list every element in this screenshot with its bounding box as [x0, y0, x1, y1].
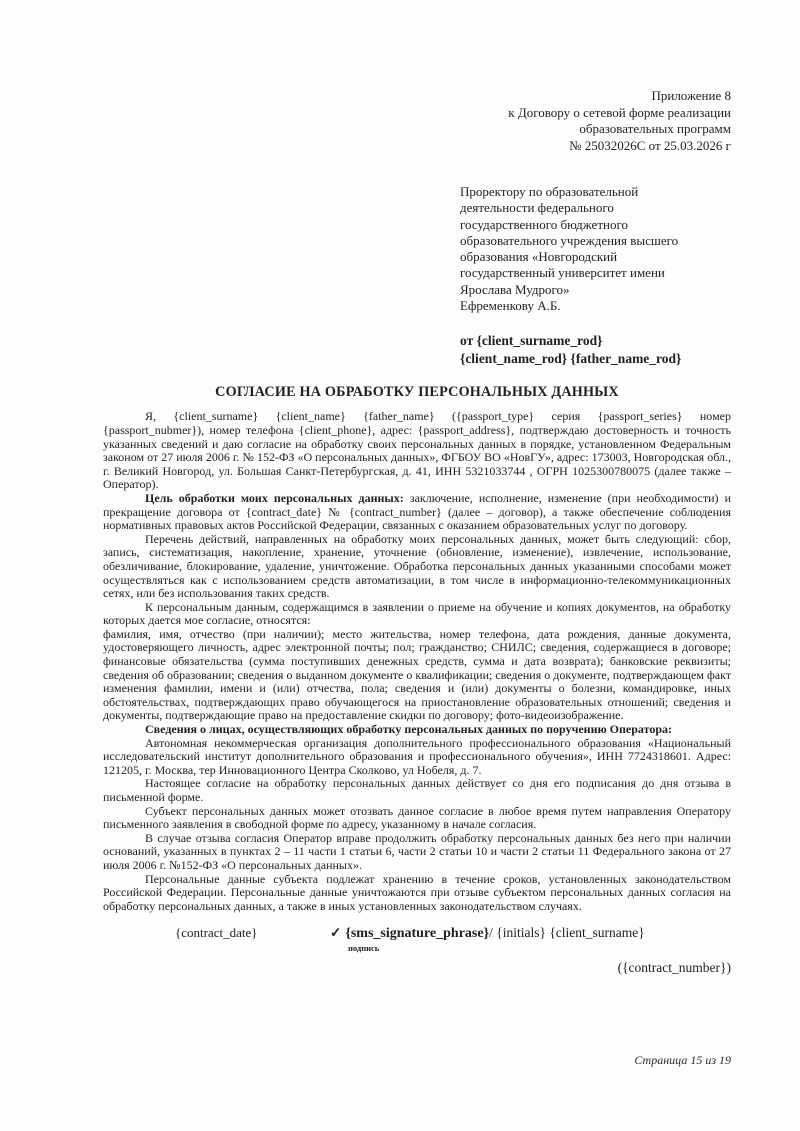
from-block: [460, 332, 731, 368]
signature-block: [175, 925, 731, 953]
addressee-line: деятельности федерального: [460, 200, 614, 216]
paragraph-storage: Персональные данные субъекта подлежат хранению в течение сроков, установленных законодательством Российской Федерации. Персональные данные уничтожаются при отзыве субъектом персональных данных согласия на обработку персональных данных, а также в иных установленных законодательством случаях.: [103, 871, 731, 913]
document-title: СОГЛАСИЕ НА ОБРАБОТКУ ПЕРСОНАЛЬНЫХ ДАННЫХ: [215, 384, 619, 401]
signature-caption: подпись: [348, 943, 380, 954]
paragraph-purpose: Цель обработки моих персональных данных: заключение, исполнение, изменение (при необходимости) и прекращение договора от {contract_date} № {contract_number} (далее – договор), а также обеспечение соблюдения нормативных правовых актов Российской Федерации, связанных с оказанием образовательных услуг по договору.: [103, 490, 732, 533]
signature-suffix: / {initials} {client_surname}: [489, 925, 645, 941]
signature-main: [330, 925, 645, 953]
appendix-block: [103, 88, 731, 154]
contract-number-date-line: № 25032026С от 25.03.2026 г: [569, 137, 731, 153]
addressee-line: образовательного учреждения высшего: [460, 232, 679, 248]
appendix-line: образовательных программ: [579, 121, 731, 136]
signature-phrase: {sms_signature_phrase}: [345, 926, 490, 942]
addressee-line: образования «Новгородский: [460, 249, 618, 265]
paragraph-processor-org: Автономная некоммерческая организация дополнительного профессионального образования «Национальный исследовательский институт дополнительного образования и профессионального обучения», ИНН 7724318601. Адрес: 121205, г. Москва, тер Инновационного Центра Сколково, ул Нобеля, д. 7.: [103, 735, 731, 777]
purpose-heading: Цель обработки моих персональных данных:: [145, 490, 404, 505]
paragraph-withdrawal-exceptions: В случае отзыва согласия Оператор вправе продолжить обработку персональных данных без него при наличии оснований, указанных в пунктах 2 – 11 части 1 статьи 6, части 2 статьи 10 и части 2 статьи 11 Федерального закона от 27 июля 2006 г. №152-ФЗ «О персональных данных».: [103, 830, 731, 872]
appendix-line: к Договору о сетевой форме реализации: [508, 104, 731, 120]
addressee-name-line: Ефременкову А.Б.: [460, 298, 561, 314]
addressee-line: государственный университет имени: [460, 265, 665, 281]
paragraph-validity: Настоящее согласие на обработку персональных данных действует со дня его подписания до дня отзыва в письменной форме.: [103, 776, 731, 804]
from-line: {client_name_rod} {father_name_rod}: [460, 351, 682, 367]
addressee-line: Ярослава Мудрого»: [460, 281, 570, 297]
signature-date: {contract_date}: [175, 925, 258, 941]
paragraph-processors-heading: Сведения о лицах, осуществляющих обработку персональных данных по поручению Оператора:: [145, 722, 673, 737]
signature-line: [330, 925, 645, 940]
paragraph-intro: Я, {client_surname} {client_name} {father_name} ({passport_type} серия {passport_series} номер {passport_nubmer}), номер телефона {client_phone}, адрес: {passport_address}, подтверждаю достоверность и точность указанных сведений и даю согласие на обработку своих персональных данных в порядке, установленном Федеральным законом от 27 июля 2006 г. № 152-ФЗ «О персональных данных», ФГБОУ ВО «НовГУ», адрес: 173003, Новгородская обл., г. Великий Новгород, ул. Большая Санкт-Петербургская, д. 41, ИНН 5321033744 , ОГРН 1025300780075 (далее также – Оператор).: [103, 409, 731, 492]
paragraph-data-list-intro: К персональным данным, содержащимся в заявлении о приеме на обучение и копиях документов, на обработку которых дается мое согласие, относятся:: [103, 599, 731, 628]
addressee-block: [460, 184, 731, 314]
contract-number: ({contract_number}): [617, 960, 731, 976]
addressee-line: государственного бюджетного: [460, 216, 628, 232]
paragraph-withdrawal: Субъект персональных данных может отозвать данное согласие в любое время путем направления Оператору письменного заявления в свободной форме по адресу, указанному в начале согласия.: [103, 803, 731, 832]
addressee-line: Проректору по образовательной: [460, 184, 639, 199]
appendix-line: Приложение 8: [651, 88, 731, 103]
page-number-footer: Страница 15 из 19: [634, 1053, 731, 1067]
checkmark-icon: ✓: [330, 925, 342, 941]
from-line: от {client_surname_rod}: [460, 333, 603, 349]
paragraph-data-list: фамилия, имя, отчество (при наличии); место жительства, номер телефона, дата рождения, данные документа, удостоверяющего личность, адрес электронной почты; пол; гражданство; СНИЛС; сведения, содержащиеся в договоре; финансовые обязательства (сумма поступивших денежных средств, сумма и дата возврата); банковские реквизиты; сведения об образовании; сведения о выданном документе о квалификации; сведения о документе, подтверждающем факт изменения фамилии, имени и (или) отчества, пола; сведения и (или) документы о болезни, командировке, иных обстоятельствах, подтверждающих право обучающегося на приостановление образовательных отношений; сведения и документы, подтверждающие право на предоставление скидки по договору; фото-видеоизображение.: [103, 626, 731, 723]
document-body: [103, 410, 731, 913]
paragraph-actions: Перечень действий, направленных на обработку моих персональных данных, может быть следующий: сбор, запись, систематизация, накопление, хранение, уточнение (обновление, изменение), извлечение, использование, обезличивание, блокирование, удаление, уничтожение. Обработка персональных данных указанными способами может осуществляться как с использованием средств автоматизации, в том числе в информационно-телекоммуникационных сетях, или без использования таких средств.: [103, 531, 731, 601]
